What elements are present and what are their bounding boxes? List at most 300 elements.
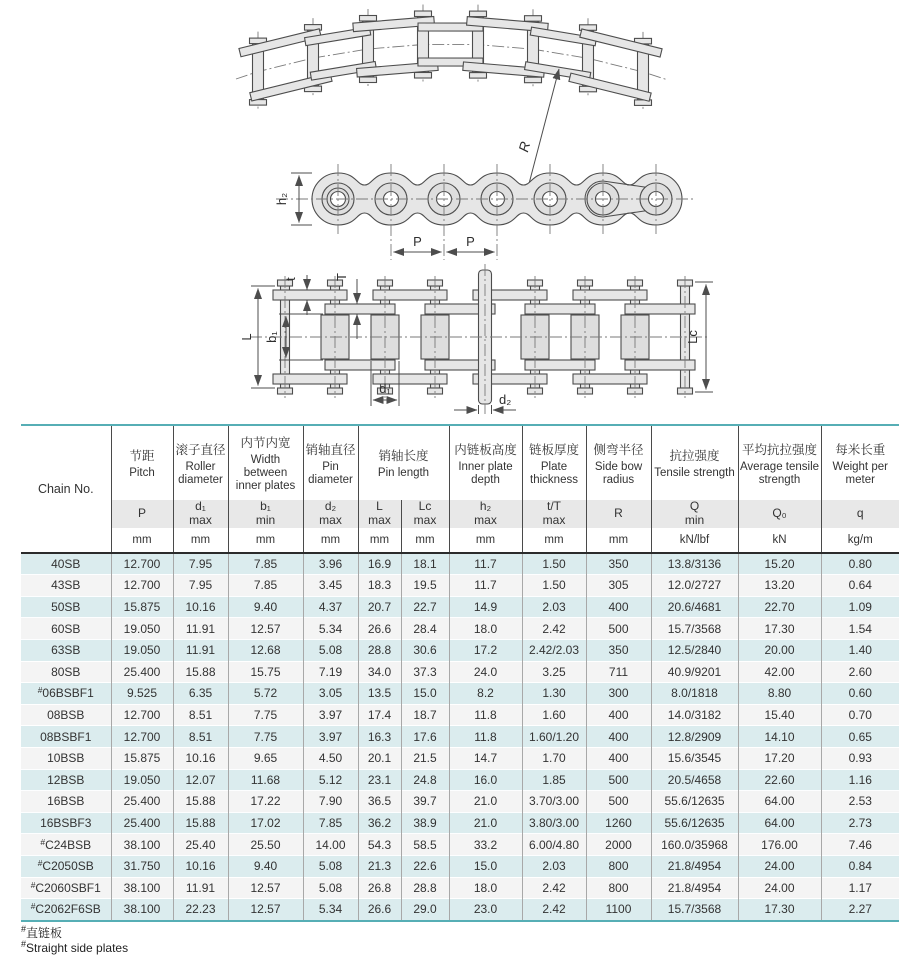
value-cell: 12.8/2909 (651, 726, 738, 748)
value-cell: 160.0/35968 (651, 834, 738, 856)
value-cell: 2.42 (522, 618, 586, 640)
value-cell: 0.60 (821, 683, 899, 705)
header-symbol-cell (228, 500, 303, 528)
footnote-marker: # (21, 924, 27, 934)
table-row (21, 769, 899, 791)
value-cell: 22.7 (401, 596, 449, 618)
header-group-cell (586, 425, 651, 500)
header-zh-label: 销轴长度 (378, 449, 429, 464)
plan-chain-links (250, 264, 710, 414)
footnote-line: #Straight side plates (21, 939, 129, 955)
value-cell: 9.65 (228, 747, 303, 769)
plan-outer-plate (373, 290, 447, 300)
header-unit-cell: mm (522, 528, 586, 553)
header-group-cell (358, 425, 449, 500)
value-cell: 11.68 (228, 769, 303, 791)
value-cell: 2.03 (522, 855, 586, 877)
value-cell: 18.7 (401, 704, 449, 726)
table-row (21, 704, 899, 726)
value-cell: 1260 (586, 812, 651, 834)
value-cell: 4.50 (303, 747, 358, 769)
value-cell: 1.09 (821, 596, 899, 618)
footnote-line: #直链板 (21, 924, 63, 940)
table-row (21, 661, 899, 683)
chain-no-header-cell: Chain No. (21, 425, 111, 553)
plan-inner-plate (525, 304, 595, 314)
value-cell: 11.91 (173, 618, 228, 640)
chain-no-cell: 10BSB (21, 747, 111, 769)
header-en-label: Weight per meter (832, 460, 888, 486)
header-zh-label: 内节内宽 (240, 436, 291, 451)
value-cell: 2.42/2.03 (522, 639, 586, 661)
value-cell: 42.00 (738, 661, 821, 683)
value-cell: 12.57 (228, 618, 303, 640)
table-row (21, 553, 899, 575)
plan-outer-plate (273, 374, 347, 384)
header-en-label: Side bow radius (594, 460, 643, 486)
value-cell: 9.525 (111, 683, 173, 705)
plan-inner-plate (625, 360, 695, 370)
value-cell: 15.0 (401, 683, 449, 705)
symbol-condition-text: max (474, 512, 497, 527)
value-cell: 12.700 (111, 553, 173, 575)
header-symbol-cell (111, 500, 173, 528)
chain-no-cell: 50SB (21, 596, 111, 618)
symbol-text: q (856, 505, 864, 520)
value-cell: 17.2 (449, 639, 522, 661)
symbol-condition-text: max (368, 512, 391, 527)
value-cell: 7.19 (303, 661, 358, 683)
value-cell: 22.6 (401, 855, 449, 877)
value-cell: 24.00 (738, 877, 821, 899)
value-cell: 15.20 (738, 553, 821, 575)
value-cell: 500 (586, 791, 651, 813)
value-cell: 16.0 (449, 769, 522, 791)
header-symbol-cell (522, 500, 586, 528)
value-cell: 5.34 (303, 618, 358, 640)
value-cell: 26.6 (358, 618, 401, 640)
value-cell: 23.0 (449, 899, 522, 921)
chain-no-cell: #C2050SB (21, 855, 111, 877)
value-cell: 1.17 (821, 877, 899, 899)
value-cell: 11.7 (449, 553, 522, 575)
value-cell: 8.51 (173, 704, 228, 726)
plan-outer-plate (573, 290, 647, 300)
value-cell: 15.7/3568 (651, 899, 738, 921)
header-unit-row (21, 528, 899, 553)
header-unit-cell: mm (228, 528, 303, 553)
chain-no-cell: 12BSB (21, 769, 111, 791)
value-cell: 26.6 (358, 899, 401, 921)
value-cell: 11.91 (173, 877, 228, 899)
value-cell: 7.95 (173, 575, 228, 597)
value-cell: 3.05 (303, 683, 358, 705)
value-cell: 28.8 (358, 639, 401, 661)
table-row (21, 618, 899, 640)
value-cell: 11.8 (449, 704, 522, 726)
chain-no-cell: 08BSB (21, 704, 111, 726)
value-cell: 5.72 (228, 683, 303, 705)
footnote-marker: # (30, 879, 36, 890)
symbol-condition-text: max (542, 512, 566, 527)
plan-inner-plate (325, 304, 395, 314)
chain-no-cell: 40SB (21, 553, 111, 575)
value-cell: 10.16 (173, 747, 228, 769)
value-cell: 15.7/3568 (651, 618, 738, 640)
header-unit-cell: kg/m (821, 528, 899, 553)
value-cell: 711 (586, 661, 651, 683)
value-cell: 12.700 (111, 726, 173, 748)
value-cell: 6.00/4.80 (522, 834, 586, 856)
table-header (21, 425, 899, 553)
header-symbol-cell (449, 500, 522, 528)
value-cell: 0.64 (821, 575, 899, 597)
header-unit-cell: mm (401, 528, 449, 553)
spec-table (21, 424, 899, 922)
value-cell: 12.57 (228, 899, 303, 921)
value-cell: 10.16 (173, 855, 228, 877)
value-cell: 17.30 (738, 618, 821, 640)
value-cell: 12.700 (111, 575, 173, 597)
value-cell: 8.80 (738, 683, 821, 705)
value-cell: 21.5 (401, 747, 449, 769)
value-cell: 28.8 (401, 877, 449, 899)
value-cell: 19.050 (111, 618, 173, 640)
value-cell: 4.37 (303, 596, 358, 618)
value-cell: 18.0 (449, 618, 522, 640)
chain-no-cell: 63SB (21, 639, 111, 661)
value-cell: 23.1 (358, 769, 401, 791)
value-cell: 15.88 (173, 791, 228, 813)
value-cell: 24.00 (738, 855, 821, 877)
value-cell: 800 (586, 855, 651, 877)
value-cell: 8.2 (449, 683, 522, 705)
value-cell: 400 (586, 596, 651, 618)
value-cell: 22.70 (738, 596, 821, 618)
table-body (21, 553, 899, 921)
header-zh-label: 节距 (129, 449, 155, 464)
value-cell: 500 (586, 769, 651, 791)
value-cell: 0.65 (821, 726, 899, 748)
inner-width-label: b₁ (264, 331, 279, 343)
header-unit-cell: mm (173, 528, 228, 553)
table-row (21, 747, 899, 769)
value-cell: 19.050 (111, 639, 173, 661)
header-symbol-cell (303, 500, 358, 528)
value-cell: 12.700 (111, 704, 173, 726)
table-row (21, 899, 899, 921)
symbol-text: h₂ (479, 499, 492, 513)
bend-chain-links (236, 5, 668, 112)
value-cell: 7.75 (228, 704, 303, 726)
footnote-marker: # (40, 836, 46, 847)
header-en-label: Inner plate depth (458, 460, 513, 486)
value-cell: 2.03 (522, 596, 586, 618)
chain-no-cell: #C24BSB (21, 834, 111, 856)
symbol-text: t/T (547, 499, 561, 513)
symbol-condition-text: max (189, 512, 212, 527)
value-cell: 1100 (586, 899, 651, 921)
value-cell: 8.51 (173, 726, 228, 748)
header-en-label: Roller diameter (178, 460, 223, 486)
value-cell: 7.85 (228, 553, 303, 575)
header-en-label: Pin length (377, 467, 430, 480)
value-cell: 17.30 (738, 899, 821, 921)
value-cell: 33.2 (449, 834, 522, 856)
header-en-label: Average tensile strength (739, 460, 820, 486)
chain-side-view-drawing (268, 148, 700, 270)
symbol-condition-text: min (255, 512, 276, 527)
value-cell: 15.875 (111, 747, 173, 769)
value-cell: 20.00 (738, 639, 821, 661)
chain-no-cell: 60SB (21, 618, 111, 640)
value-cell: 3.96 (303, 553, 358, 575)
header-unit-cell: mm (358, 528, 401, 553)
value-cell: 7.85 (228, 575, 303, 597)
value-cell: 1.70 (522, 747, 586, 769)
header-en-label: Width between inner plates (235, 454, 296, 492)
header-en-label: Pin diameter (308, 460, 353, 486)
value-cell: 17.4 (358, 704, 401, 726)
header-group-cell (173, 425, 228, 500)
value-cell: 3.97 (303, 704, 358, 726)
value-cell: 58.5 (401, 834, 449, 856)
chain-no-cell: 16BSB (21, 791, 111, 813)
value-cell: 2.42 (522, 899, 586, 921)
table-row (21, 812, 899, 834)
header-name-row (21, 425, 899, 500)
header-zh-label: 每米长重 (835, 442, 886, 457)
table-row (21, 596, 899, 618)
value-cell: 1.60/1.20 (522, 726, 586, 748)
value-cell: 800 (586, 877, 651, 899)
value-cell: 30.6 (401, 639, 449, 661)
value-cell: 5.08 (303, 855, 358, 877)
connecting-pin-length-label: Lc (685, 330, 700, 344)
table-row (21, 877, 899, 899)
symbol-text: Lc (418, 499, 432, 513)
header-zh-label: 滚子直径 (175, 442, 226, 457)
header-group-cell (303, 425, 358, 500)
symbol-text: Q₀ (772, 505, 787, 520)
value-cell: 17.6 (401, 726, 449, 748)
value-cell: 16.9 (358, 553, 401, 575)
table-row (21, 575, 899, 597)
value-cell: 12.0/2727 (651, 575, 738, 597)
chain-no-cell: #06BSBF1 (21, 683, 111, 705)
value-cell: 20.1 (358, 747, 401, 769)
symbol-condition-text: max (319, 512, 342, 527)
header-zh-label: 链板厚度 (528, 442, 579, 457)
chain-no-cell: 80SB (21, 661, 111, 683)
value-cell: 40.9/9201 (651, 661, 738, 683)
radius-dim-label: R (515, 139, 534, 154)
header-zh-label: 平均抗拉强度 (741, 442, 817, 457)
value-cell: 21.8/4954 (651, 877, 738, 899)
value-cell: 9.40 (228, 855, 303, 877)
table-row (21, 639, 899, 661)
symbol-text: P (137, 505, 146, 520)
table-row (21, 683, 899, 705)
chain-no-cell: 43SB (21, 575, 111, 597)
value-cell: 2.60 (821, 661, 899, 683)
value-cell: 37.3 (401, 661, 449, 683)
symbol-text: d₁ (195, 499, 206, 513)
value-cell: 3.25 (522, 661, 586, 683)
value-cell: 350 (586, 639, 651, 661)
header-unit-cell: kN/lbf (651, 528, 738, 553)
value-cell: 17.20 (738, 747, 821, 769)
value-cell: 1.16 (821, 769, 899, 791)
value-cell: 15.88 (173, 812, 228, 834)
header-symbol-cell (173, 500, 228, 528)
symbol-text: Q (689, 499, 700, 513)
value-cell: 1.60 (522, 704, 586, 726)
value-cell: 14.10 (738, 726, 821, 748)
header-unit-cell: mm (586, 528, 651, 553)
value-cell: 5.08 (303, 877, 358, 899)
value-cell: 28.4 (401, 618, 449, 640)
value-cell: 36.2 (358, 812, 401, 834)
value-cell: 14.9 (449, 596, 522, 618)
value-cell: 55.6/12635 (651, 791, 738, 813)
value-cell: 13.5 (358, 683, 401, 705)
header-group-cell (228, 425, 303, 500)
value-cell: 25.50 (228, 834, 303, 856)
symbol-condition-text: min (684, 512, 705, 527)
value-cell: 0.70 (821, 704, 899, 726)
header-en-label: Plate thickness (530, 460, 578, 486)
value-cell: 1.40 (821, 639, 899, 661)
header-zh-label: 抗拉强度 (669, 449, 720, 464)
value-cell: 176.00 (738, 834, 821, 856)
header-zh-label: 内链板高度 (454, 442, 517, 457)
value-cell: 500 (586, 618, 651, 640)
value-cell: 6.35 (173, 683, 228, 705)
value-cell: 21.0 (449, 791, 522, 813)
value-cell: 36.5 (358, 791, 401, 813)
value-cell: 15.875 (111, 596, 173, 618)
plan-outer-plate (573, 374, 647, 384)
footnote-marker: # (37, 685, 43, 696)
table-row (21, 834, 899, 856)
header-group-cell (111, 425, 173, 500)
value-cell: 22.23 (173, 899, 228, 921)
value-cell: 15.88 (173, 661, 228, 683)
value-cell: 16.3 (358, 726, 401, 748)
value-cell: 34.0 (358, 661, 401, 683)
value-cell: 39.7 (401, 791, 449, 813)
value-cell: 1.54 (821, 618, 899, 640)
header-unit-cell: mm (449, 528, 522, 553)
value-cell: 15.75 (228, 661, 303, 683)
value-cell: 0.93 (821, 747, 899, 769)
value-cell: 300 (586, 683, 651, 705)
value-cell: 1.50 (522, 553, 586, 575)
value-cell: 15.40 (738, 704, 821, 726)
value-cell: 1.85 (522, 769, 586, 791)
value-cell: 25.400 (111, 791, 173, 813)
value-cell: 10.16 (173, 596, 228, 618)
value-cell: 29.0 (401, 899, 449, 921)
value-cell: 3.97 (303, 726, 358, 748)
value-cell: 7.95 (173, 553, 228, 575)
value-cell: 2.73 (821, 812, 899, 834)
symbol-text: R (614, 505, 623, 520)
value-cell: 54.3 (358, 834, 401, 856)
value-cell: 25.400 (111, 661, 173, 683)
value-cell: 18.1 (401, 553, 449, 575)
value-cell: 2.27 (821, 899, 899, 921)
value-cell: 11.91 (173, 639, 228, 661)
value-cell: 18.3 (358, 575, 401, 597)
value-cell: 12.5/2840 (651, 639, 738, 661)
header-unit-cell: mm (303, 528, 358, 553)
symbol-text: d₂ (324, 499, 337, 513)
chain-no-cell: #C2060SBF1 (21, 877, 111, 899)
value-cell: 31.750 (111, 855, 173, 877)
footnote-marker: # (37, 858, 43, 869)
value-cell: 21.0 (449, 812, 522, 834)
value-cell: 12.57 (228, 877, 303, 899)
value-cell: 11.8 (449, 726, 522, 748)
value-cell: 400 (586, 726, 651, 748)
value-cell: 15.0 (449, 855, 522, 877)
pitch-label-b: P (466, 234, 475, 249)
value-cell: 14.0/3182 (651, 704, 738, 726)
symbol-condition-text: max (413, 512, 437, 527)
value-cell: 21.3 (358, 855, 401, 877)
value-cell: 17.22 (228, 791, 303, 813)
value-cell: 12.07 (173, 769, 228, 791)
value-cell: 14.00 (303, 834, 358, 856)
header-symbol-row (21, 500, 899, 528)
value-cell: 22.60 (738, 769, 821, 791)
chain-plan-view-drawing (239, 262, 715, 420)
header-group-cell (449, 425, 522, 500)
value-cell: 13.8/3136 (651, 553, 738, 575)
value-cell: 55.6/12635 (651, 812, 738, 834)
value-cell: 15.6/3545 (651, 747, 738, 769)
header-symbol-cell (651, 500, 738, 528)
table-row (21, 726, 899, 748)
value-cell: 64.00 (738, 791, 821, 813)
value-cell: 2.53 (821, 791, 899, 813)
footnote-marker: # (21, 939, 27, 949)
plan-outer-plate (273, 290, 347, 300)
value-cell: 2000 (586, 834, 651, 856)
value-cell: 19.5 (401, 575, 449, 597)
header-symbol-cell (738, 500, 821, 528)
value-cell: 5.08 (303, 639, 358, 661)
outer-plate-thickness-label: t (283, 277, 298, 281)
value-cell: 0.80 (821, 553, 899, 575)
value-cell: 9.40 (228, 596, 303, 618)
header-symbol-cell (821, 500, 899, 528)
header-symbol-cell (358, 500, 401, 528)
value-cell: 38.100 (111, 877, 173, 899)
header-unit-cell: mm (111, 528, 173, 553)
value-cell: 3.80/3.00 (522, 812, 586, 834)
value-cell: 21.8/4954 (651, 855, 738, 877)
value-cell: 5.34 (303, 899, 358, 921)
chain-no-cell: 08BSBF1 (21, 726, 111, 748)
value-cell: 17.02 (228, 812, 303, 834)
plate-depth-label: h₂ (274, 192, 289, 206)
value-cell: 25.40 (173, 834, 228, 856)
plan-inner-plate (325, 360, 395, 370)
value-cell: 19.050 (111, 769, 173, 791)
